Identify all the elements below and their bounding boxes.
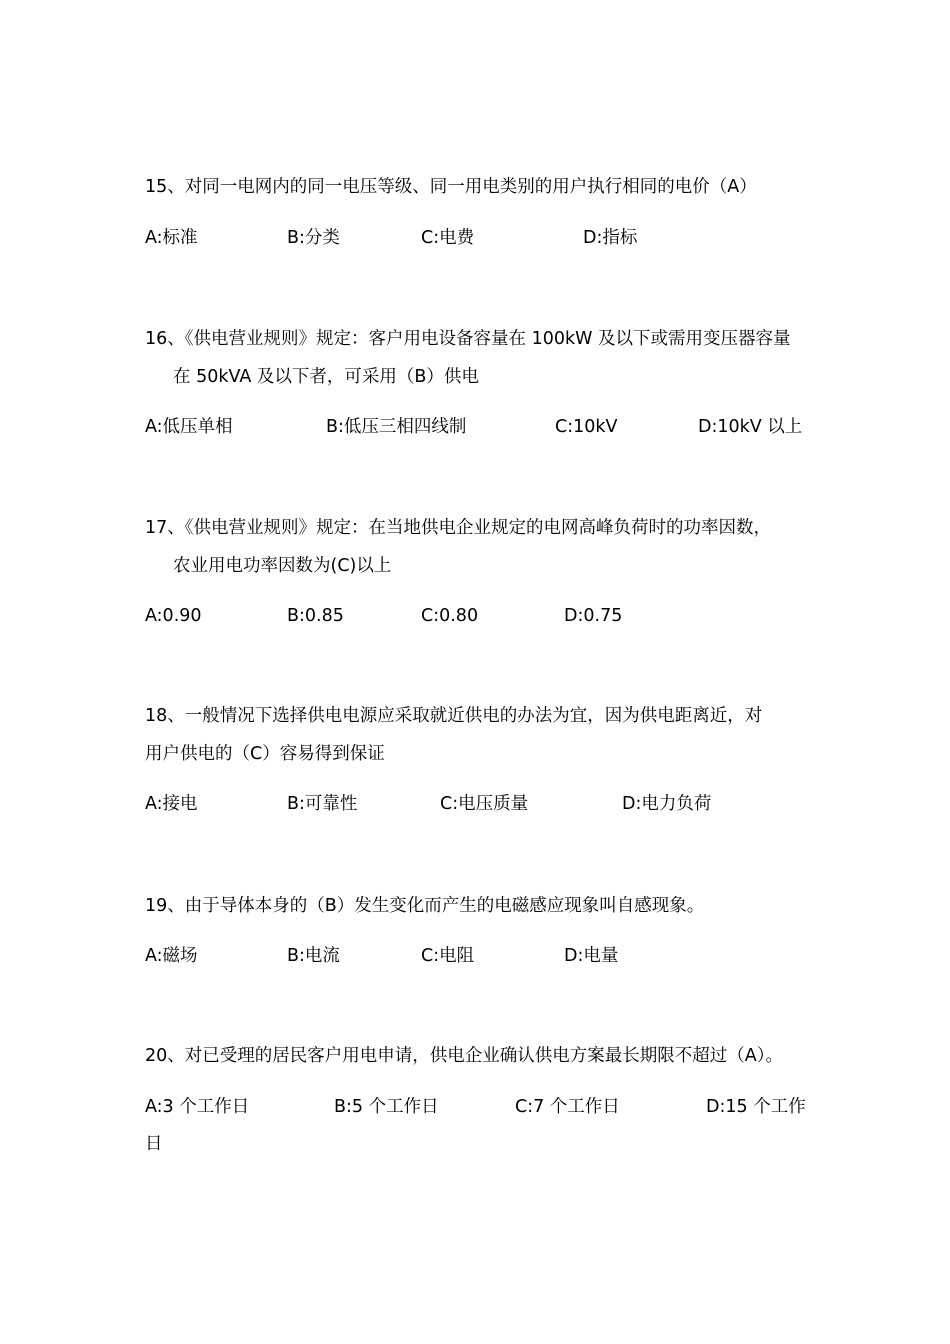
question-18-option-c: C:电压质量 xyxy=(440,794,529,814)
question-19-option-c: C:电阻 xyxy=(421,946,475,966)
question-16-text-line-2: 在 50kVA 及以下者，可采用（B）供电 xyxy=(173,367,479,387)
question-20-option-a: A:3 个工作日 xyxy=(145,1097,250,1117)
question-18-option-d: D:电力负荷 xyxy=(622,794,712,814)
question-20-text: 20、对已受理的居民客户用电申请，供电企业确认供电方案最长期限不超过（A）。 xyxy=(145,1046,783,1066)
question-17-option-a: A:0.90 xyxy=(145,606,202,626)
question-20-option-b: B:5 个工作日 xyxy=(334,1097,439,1117)
question-17-option-d: D:0.75 xyxy=(564,606,623,626)
question-17-text-line-1: 17、《供电营业规则》规定：在当地供电企业规定的电网高峰负荷时的功率因数， xyxy=(145,518,772,538)
question-15-option-a: A:标准 xyxy=(145,228,198,248)
question-20-option-d: D:15 个工作 xyxy=(706,1097,806,1117)
question-19-option-b: B:电流 xyxy=(287,946,340,966)
question-18-text-line-1: 18、一般情况下选择供电电源应采取就近供电的办法为宜，因为供电距离近，对 xyxy=(145,706,763,726)
question-15-option-c: C:电费 xyxy=(421,228,475,248)
question-18-option-b: B:可靠性 xyxy=(287,794,358,814)
question-18-option-a: A:接电 xyxy=(145,794,198,814)
question-17-option-b: B:0.85 xyxy=(287,606,344,626)
question-20-option-c: C:7 个工作日 xyxy=(515,1097,620,1117)
question-15-option-b: B:分类 xyxy=(287,228,340,248)
question-16-option-d: D:10kV 以上 xyxy=(698,417,803,437)
question-16-option-c: C:10kV xyxy=(555,417,618,437)
question-18-text-line-2: 用户供电的（C）容易得到保证 xyxy=(145,744,385,764)
question-16-option-b: B:低压三相四线制 xyxy=(326,417,467,437)
question-17-option-c: C:0.80 xyxy=(421,606,479,626)
question-16-option-a: A:低压单相 xyxy=(145,417,233,437)
question-19-text: 19、由于导体本身的（B）发生变化而产生的电磁感应现象叫自感现象。 xyxy=(145,896,705,916)
question-19-option-a: A:磁场 xyxy=(145,946,198,966)
question-15-option-d: D:指标 xyxy=(583,228,638,248)
question-19-option-d: D:电量 xyxy=(564,946,619,966)
question-17-text-line-2: 农业用电功率因数为(C)以上 xyxy=(173,556,392,576)
question-20-option-d-continuation: 日 xyxy=(145,1134,163,1154)
question-16-text-line-1: 16、《供电营业规则》规定：客户用电设备容量在 100kW 及以下或需用变压器容量 xyxy=(145,329,791,349)
question-15-text: 15、对同一电网内的同一电压等级、同一用电类别的用户执行相同的电价（A） xyxy=(145,177,757,197)
